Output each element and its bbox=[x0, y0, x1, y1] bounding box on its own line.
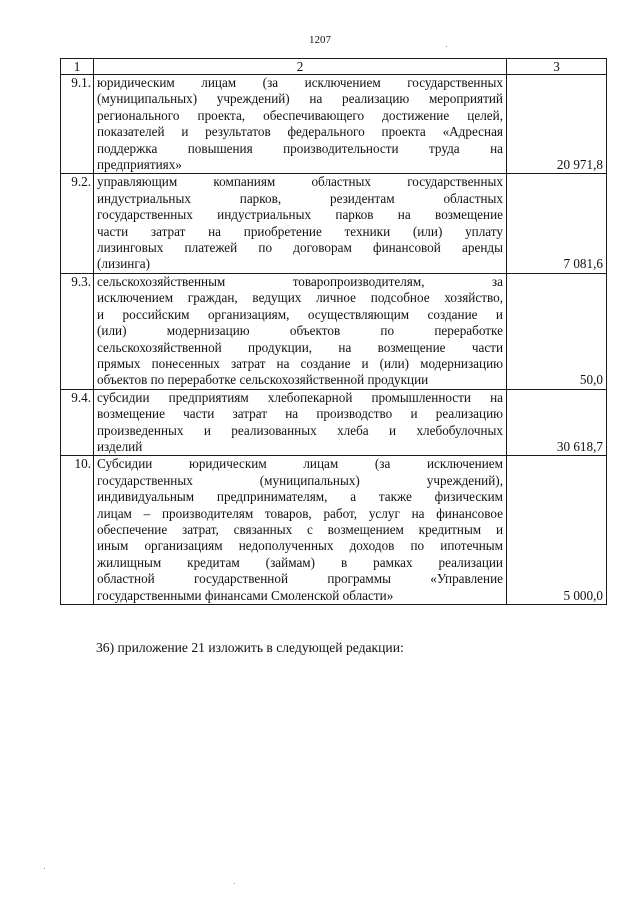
description-line: государственных (муниципальных) учреждений), bbox=[97, 472, 503, 488]
header-cell-3: 3 bbox=[507, 59, 607, 75]
scan-speck bbox=[446, 46, 447, 47]
row-amount: 5 000,0 bbox=[507, 456, 607, 605]
row-description bbox=[94, 389, 507, 456]
description-line: иным организациям недополученных доходов по ипотечным bbox=[97, 538, 503, 554]
description-line: лизинговых платежей по договорам финансовой аренды bbox=[97, 240, 503, 256]
description-line: произведенных и реализованных хлеба и хлебобулочных bbox=[97, 422, 503, 438]
description-line: прямых понесенных затрат на создание и (или) модернизацию bbox=[97, 355, 503, 371]
header-cell-1: 1 bbox=[61, 59, 94, 75]
row-number: 9.4. bbox=[61, 389, 94, 456]
description-line: Субсидии юридическим лицам (за исключением bbox=[97, 456, 503, 472]
row-amount: 30 618,7 bbox=[507, 389, 607, 456]
description-line: сельскохозяйственной продукции, на возмещение части bbox=[97, 339, 503, 355]
row-description bbox=[94, 273, 507, 389]
page-number: 1207 bbox=[309, 34, 331, 46]
description-line: поддержка повышения производительности труда на bbox=[97, 140, 503, 156]
scan-speck bbox=[44, 868, 45, 869]
row-amount: 20 971,8 bbox=[507, 75, 607, 174]
description-line: управляющим компаниям областных государственных bbox=[97, 174, 503, 190]
row-number: 9.2. bbox=[61, 174, 94, 273]
description-line: (или) модернизацию объектов по переработке bbox=[97, 323, 503, 339]
row-number: 10. bbox=[61, 456, 94, 605]
table-row bbox=[61, 389, 607, 456]
row-description bbox=[94, 174, 507, 273]
description-line: возмещение части затрат на производство и реализацию bbox=[97, 406, 503, 422]
row-amount: 7 081,6 bbox=[507, 174, 607, 273]
description-line: областной государственной программы «Управление bbox=[97, 571, 503, 587]
row-number: 9.3. bbox=[61, 273, 94, 389]
description-line: индустриальных парков, резидентам областных bbox=[97, 190, 503, 206]
appropriations-table bbox=[60, 58, 607, 605]
description-line: объектов по переработке сельскохозяйственной продукции bbox=[97, 372, 429, 388]
description-line: (лизинга) bbox=[97, 256, 151, 272]
instruction-paragraph: 36) приложение 21 изложить в следующей редакции: bbox=[96, 640, 404, 655]
description-line: государственными финансами Смоленской области» bbox=[97, 587, 394, 603]
description-line: (муниципальных) учреждений) на реализацию мероприятий bbox=[97, 91, 503, 107]
description-line: изделий bbox=[97, 438, 143, 454]
description-line: исключением граждан, ведущих личное подсобное хозяйство, bbox=[97, 290, 503, 306]
row-description bbox=[94, 75, 507, 174]
description-line: субсидии предприятиям хлебопекарной промышленности на bbox=[97, 389, 503, 405]
row-number: 9.1. bbox=[61, 75, 94, 174]
table-row bbox=[61, 174, 607, 273]
description-line: индивидуальным предпринимателям, а также физическим bbox=[97, 489, 503, 505]
description-line: регионального проекта, обеспечивающего достижение целей, bbox=[97, 107, 503, 123]
description-line: и российским организациям, осуществляющим создание и bbox=[97, 306, 503, 322]
description-line: сельскохозяйственным товаропроизводителям, за bbox=[97, 273, 503, 289]
table-header-row bbox=[61, 59, 607, 75]
table-row bbox=[61, 75, 607, 174]
description-line: обеспечение затрат, связанных с возмещением кредитным и bbox=[97, 521, 503, 537]
row-description bbox=[94, 456, 507, 605]
table-row bbox=[61, 273, 607, 389]
description-line: лицам – производителям товаров, работ, услуг на финансовое bbox=[97, 505, 503, 521]
header-cell-2: 2 bbox=[94, 59, 507, 75]
description-line: государственных индустриальных парков на возмещение bbox=[97, 207, 503, 223]
table-row bbox=[61, 456, 607, 605]
row-amount: 50,0 bbox=[507, 273, 607, 389]
description-line: части затрат на приобретение техники (или) уплату bbox=[97, 223, 503, 239]
scan-speck bbox=[234, 883, 235, 884]
description-line: жилищным кредитам (займам) в рамках реализации bbox=[97, 554, 503, 570]
description-line: показателей и результатов федерального проекта «Адресная bbox=[97, 124, 503, 140]
description-line: предприятиях» bbox=[97, 157, 182, 173]
description-line: юридическим лицам (за исключением государственных bbox=[97, 75, 503, 90]
